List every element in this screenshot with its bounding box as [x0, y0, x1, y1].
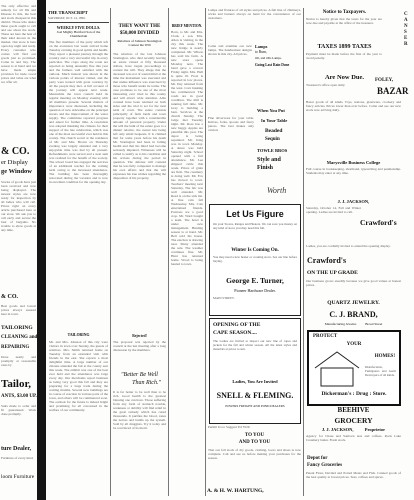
col4-hood2: to Burn, [255, 50, 267, 54]
ad-dickerman-homes: HOMES! [374, 354, 395, 359]
col1-article-1: The five members of the party which left on the excursion last week arrived home Tuesday evening in good spirits and health. They report a pleasant journey through the country and a very successful trip in every particular. The crops along the route are reported as being unusually fine this year and the farmers well satisfied with the outlook. Much interest was shown in the various points of interest visited, and the party were treated with great courtesy by all the people they met. A full account of the journey will appear next week. Meanwhile the town council held its regular meeting on Monday evening with all members present. Several matters of importance were discussed, including the question of new sidewalks on the principal streets and the improvement of the water supply. The committee reported progress and asked for further time. A resolution was adopted thanking the citizens for their support of the late celebration, which was one of the most successful ever held in this county. The church social at the residence of Mr. and Mrs. Brown on Thursday evening was largely attended and a very enjoyable time was had by all present. Refreshments were served and a neat sum was realized for the benefit of the society. The school board has engaged the services of an additional teacher for the coming term owing to the increased attendance. The building has been thoroughly renovated during the vacation and is now in excellent condition for the opening day. [49, 40, 108, 184]
col5-crawford-invite: Ladies, you are cordially invited to attend the opening display. [306, 244, 391, 248]
col4-hood1: Lamps [255, 44, 268, 49]
col5-up-grade: ON THE UP GRADE [307, 270, 358, 276]
col2-quote2: Than Rich." [132, 380, 161, 386]
ad-snell-fleming [209, 318, 301, 424]
col4-left-text-2: Fine silverware for your table. Knives, forks, spoons and fancy pieces. The best makes only carried. [208, 116, 254, 132]
left-fragment-text-6: Furniture of every kind. [1, 456, 34, 460]
col4-left-text: Come and examine our new lamps. The handsomest designs shown in this city. All prices. [208, 44, 252, 56]
masthead-date: SATURDAY, OCT. 14, 1899. [48, 16, 86, 20]
col1-head1: WEEKLY FIVE DOLLS. [56, 25, 101, 30]
ad-turner-title: Let Us Figure [226, 209, 284, 219]
col2-head1: THEY WANT THE [118, 24, 161, 29]
column-rule [205, 8, 206, 496]
col2-head2: $50,000 DIVIDED [119, 31, 160, 36]
col4-hartung: A. & H. W. HARTUNG, [207, 488, 264, 494]
col2-rejected: Rejected! [132, 334, 147, 338]
col2-sub: Relatives of Johnson Stonington Contest the Will [117, 39, 162, 47]
col5-bazar-text: Bazar goods of all kinds. Toys, notions, glassware, crockery and fancy articles. Prices lower than ever before. Come and see our new stock now arriving daily. [306, 100, 401, 112]
ad-turner-text: On your Stoves, Ranges and Heaters. We can save you money on any kind of stove you may need this fall. [213, 222, 297, 230]
left-fragment-text-5: Suits made to order and fit guaranteed. Work done promptly. [1, 404, 36, 416]
left-fragment-line2: ge Window [1, 168, 33, 175]
col2-article-3: It is far better to be well than to be rich. Good health is the greatest blessing one can have. Those suffering from any form of stomach trouble, weakness or debility will find relief in the great remedy which has cured thousands. It purifies the blood, tones the nerves and builds up the system. Sold by all druggists. Try it today and be convinced of its merit. [113, 390, 166, 430]
col4-and-to-you: AND TO YOU [238, 440, 271, 445]
col5-crawford-text: Saturday, October 14, Fall and Winter opening. Ladies are invited to call. [306, 206, 361, 214]
left-fragment-text-2: Stocks of goods have just been received and now being displayed. The newest styles are now ready for inspection by all ladies who will call. Prices right on every article purchased here at our store. We ask you to call early and secure the best of bargains. No trouble to show goods at any time. [1, 180, 36, 232]
left-fragment-dealer: ture Dealer, [1, 446, 31, 452]
col5-grocery-text: Agency for Chase and Sanborn teas and coffees. Rock Lake Creamery butter. Fresh stock. [306, 434, 401, 442]
column-rule [110, 8, 111, 496]
left-fragment-price: ANTS, $3.00 UP. [1, 394, 37, 399]
col2-article-1: The relatives of the late Johnson Stonington, who died recently leaving an estate valued at fifty thousand dollars, have begun proceedings to contest the will. They allege that the deceased was not of sound mind at the time the instrument was executed and that undue influence was exercised by those who benefit under its terms. The case promises to be one of the most interesting ever tried in this county and will attract wide attention. Able counsel have been retained on both sides and the trial is set for the next term of court. The estate consists principally of farm lands and town property together with a considerable amount of personal property. Under the will the bulk of the estate goes to a distant relative, the nearer kin being left only small bequests. It is claimed that for some years before his death Mr. Stonington had been in failing health and that his mind had become seriously impaired. Witnesses will be called to testify as to his condition and his actions during the period in question. The defense will contend that he was fully competent to manage his own affairs and that the will expresses his true wishes regarding the disposition of his property. [113, 52, 166, 180]
col5-quartz: QUARTZ JEWELRY. [327, 300, 380, 306]
col5-brand-sub: Manufacturing Jeweler. Broad Street [324, 322, 383, 326]
ad-snell-sub: POWERS FREIGHT AND POND DEALERS [225, 404, 285, 408]
left-fragment-line1: er Display [1, 159, 28, 166]
left-fragment-firm: & CO. [1, 146, 30, 157]
rule [48, 22, 109, 23]
col4-sequin: Sequin [265, 137, 280, 142]
col2-article-2: The proposal was rejected by the council at the last meeting after a long discussion by the members. [113, 340, 166, 352]
col4-top-text: Lamps and fixtures of all styles and prices. A full line of chimneys, wicks and burners always on hand for the convenience of our customers. [208, 8, 301, 20]
col5-grocery: GROCERY [334, 416, 373, 425]
col4-towle: TOWLE BROS [257, 148, 288, 153]
ad-snell-ladies: Ladies, You Are Invited [232, 379, 278, 384]
ad-turner-sub: Pioneer Hardware Dealer. [234, 288, 276, 293]
col5-notice: Notice to Taxpayers. [322, 10, 367, 15]
column-2 [112, 8, 167, 496]
ad-turner-winter: Winter Is Coming On. [231, 248, 279, 253]
col3-head: BRIEF MENTION. [171, 24, 203, 28]
col4-tablet: In Your Table [261, 118, 288, 123]
col1-article-2: Mr. and Mrs. Johnson of this city were visitors in town over Sunday, the guests of relatives. Mrs. Smith returned home on Tuesday from an extended visit with friends in the east. She reports a most delightful time. A large number of our citizens attended the fair at the county seat this week. The exhibit was one of the best ever held and the attendance was large every day. Our merchants report business as being very good this fall and they are preparing for a large trade during the coming months. Several new buildings are in course of erection in various parts of the town, and others will be commenced soon. The outlook for the future is indeed bright and promising for all concerned in the welfare of our community. [49, 340, 108, 412]
left-fragment-text: The only effective and remedy for all Ills and Disease Is this, the best and stock cheapest in this district. Those who desire these goods ought to call and see about the stock. These are here the best of their kind known in the market. Our store is here open day night and ready. Every customer who comes will find our goods just as promised. Come in and buy. The season is at hand and we have made ample provision for trade. Good prices and value are what we offer all. [1, 4, 36, 84]
signature-mark: Worth [267, 186, 287, 195]
left-fragment-text-4: Done neatly and promptly at reasonable rates by [1, 355, 36, 367]
column-4 [207, 8, 302, 496]
col5-now-due: Are Now Due. [324, 74, 365, 81]
col1-head2: TAILORING [67, 333, 90, 337]
ad-dickerman [307, 330, 401, 406]
col5-crawford2: Crawford's [307, 256, 347, 265]
column-3 [170, 8, 204, 496]
masthead-paper: THE TRANSCRIPT [48, 10, 88, 15]
col5-business-text: Full course in bookkeeping, shorthand, typewriting and penmanship. Students may enter at any time. [306, 167, 401, 175]
ad-snell-name: SNELL & FLEMING. [216, 391, 294, 400]
col2-quote1: "Better Be Well [121, 372, 158, 378]
col5-depot: Depot for [307, 456, 328, 461]
col4-finish: Finish [257, 165, 274, 171]
col5-crawford: Crawford's [360, 218, 397, 227]
col5-proprietor: J. J. JACKSON, Proprietor [321, 427, 386, 432]
col5-up-grade-text: Our business grows steadily because we give good values at honest prices. [306, 279, 401, 287]
col5-taxes-text: Payment must be made before the first of the year to avoid penalty. [306, 52, 382, 60]
edge-letters: C A N S E R [404, 12, 408, 47]
col4-beaded: Beaded [265, 128, 283, 134]
ad-snell-text: The Ladies are invited to inspect our new line of capes and jackets for the fall and winter season. All the latest styles and materials at prices to suit. [213, 339, 297, 351]
col5-brand: C. J. BRAND, [329, 310, 378, 319]
ad-dickerman-store: Dickerman's : Drug : Store. [321, 391, 387, 397]
left-fragment-firm-2: & CO. [1, 294, 18, 300]
col5-business: Marysville Business College [326, 160, 381, 165]
edge-foley: FOLEY, [375, 78, 394, 83]
ad-dickerman-protect: PROTECT [313, 334, 338, 339]
left-fragment-repairing: REPAIRING [1, 345, 30, 350]
col5-fancy: Fancy Groceries [307, 463, 343, 468]
left-fragment-cleaning: CLEANING and [1, 335, 38, 340]
ad-turner [209, 204, 301, 316]
left-fragment-text-3: Best goods and lowest prices always assured here in town. [1, 304, 36, 316]
column-rule [303, 8, 304, 496]
house-outline-icon [313, 350, 361, 388]
col5-jackson: J. J. JACKSON, [337, 199, 370, 204]
left-fragment-name: Tailor, [1, 378, 32, 390]
col4-hartung-intro: Permit Us to Suggest TO YOU [208, 425, 251, 429]
ad-turner-address: MAIN STREET. [213, 296, 235, 300]
col4-hartung-text: That our fall stock of dry goods, clothing, boots and shoes is now complete. Call and see us before making your purchases for the season. [208, 448, 301, 460]
col1-sub: Joel Mighty Hartford Son of the Chamberlain [56, 30, 101, 38]
col4-put: When You Put [257, 108, 285, 113]
ad-turner-name: George E. Turner, [226, 276, 284, 285]
column-1 [48, 8, 109, 496]
col5-beehive: BEEHIVE [337, 406, 370, 414]
ad-snell-opening1: OPENING OF THE [213, 322, 261, 328]
col4-hood3: Oil, and Oils Lamps. [255, 56, 282, 60]
ad-turner-text-2: You may need a new heater or cooking stove. See our line before buying. [213, 255, 297, 263]
col5-taxes: TAXES 1899 TAXES [317, 44, 372, 50]
col5-notice-text: Notice is hereby given that the taxes for the year are now due and payable at the office of the treasurer. [306, 17, 382, 25]
left-fragment-tailoring: TAILORING [1, 325, 33, 331]
page-gutter [37, 0, 46, 500]
ad-snell-opening2: CAPE SEASON.... [213, 330, 257, 336]
column-rule [168, 8, 169, 496]
col5-price-list: Patent Flour, Deviled and Potted Meats and Fish. Canned goods of the best quality at lowest prices. Teas, coffees and spices. [306, 471, 401, 479]
col4-style: Style and [257, 157, 281, 163]
left-fragment-furn: loom Furniture [1, 474, 35, 480]
left-page-fragment [0, 0, 37, 500]
col3-brief-mention: Born, to Mr. and Mrs. Clark, a son. Mrs. Allen is visiting in the city this week. The new bridge is nearly completed. Mr. Wilson has sold his farm. A new store opens Monday next. The band gave a concert Friday night. Mrs. Hall is quite ill. Frost is reported in low places. Mr. Day returned from the west. Corn husking has commenced. The roads are in good condition. The mill is running full time. Mr. Gray is building a barn. Services at the church Sunday. The lodge met Tuesday night. Mr. Ross has a new buggy. Apples are plentiful this year. The depot is being repainted. Mr. King was in town Monday. A dance was held Saturday night. School opened with a full attendance. Mr. Lee shipped cattle this week. Prices of grain are firm. The creamery is doing well. Mr. Fox has moved to town. Teachers' meeting next Saturday. The fair was well attended. Mr. Reed is on the sick list. A fine rain fell Wednesday. Mrs. Cole entertained friends. Potatoes are a good crop. Mr. Ward bought a team. The hotel is under new management. Hunting season is at hand. Mr. Bell sold his house. The election is drawing near. Many attended the sale. The weather continues fine. Mr. Hunt has returned home. Wood is being hauled to town. [171, 30, 203, 266]
ad-dickerman-text: Disinfectants, Fumigators and Germ Destroyers of all kinds. [365, 365, 396, 377]
col5-bazar: BAZAR [377, 86, 409, 96]
ad-dickerman-your: YOUR [346, 342, 362, 347]
col5-now-due-text: Treasurer's office open daily. [306, 83, 346, 87]
col4-hood4: Going Last Rain Done [255, 63, 290, 67]
col4-to-you: TO YOU [244, 433, 265, 438]
